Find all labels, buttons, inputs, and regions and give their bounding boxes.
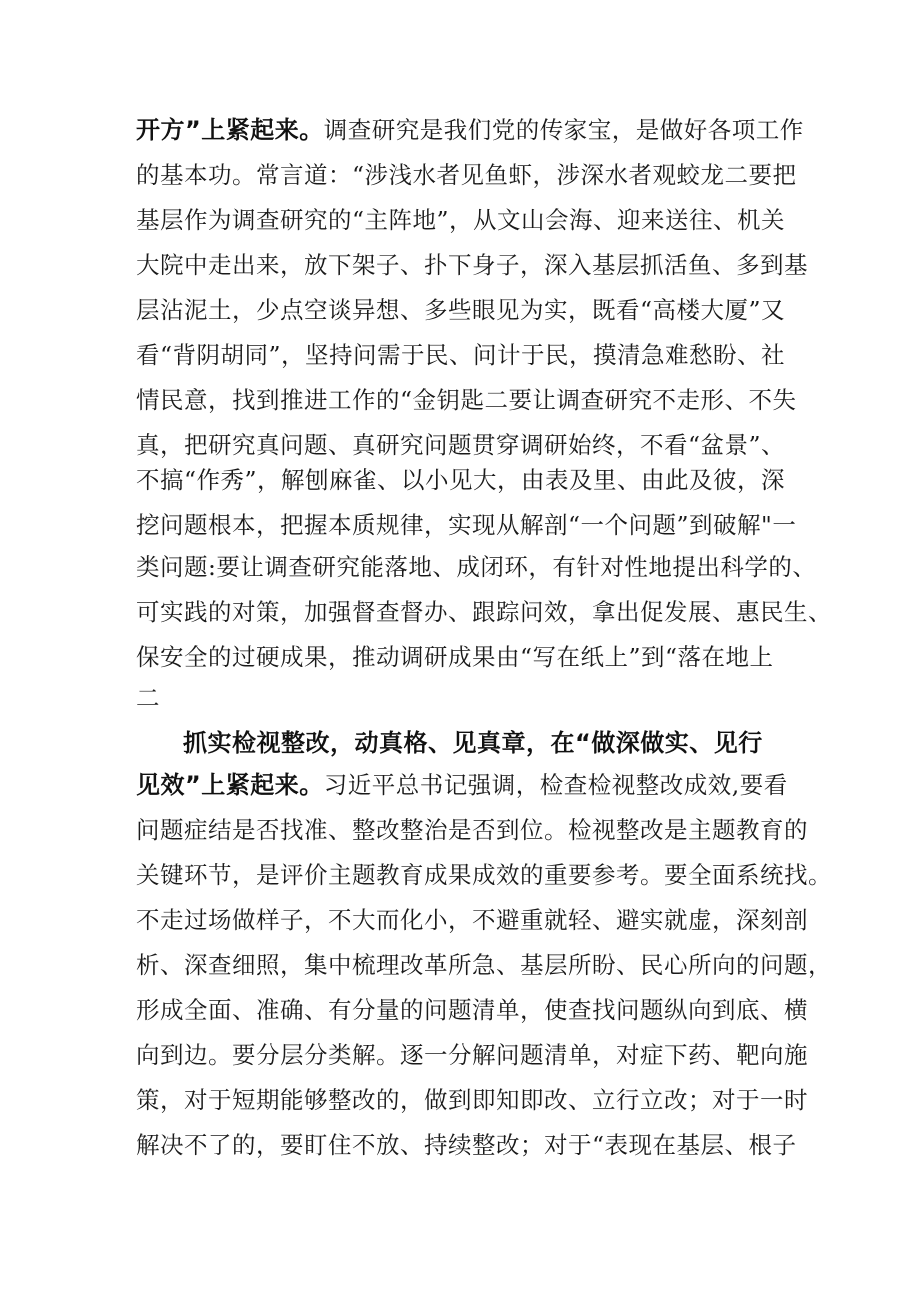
paragraph-1-line-4: 大院中走出来，放下架子、扑下身子，深入基层抓活鱼、多到基	[136, 251, 808, 279]
paragraph-1-line-5: 层沾泥土，少点空谈异想、多些眼见为实，既看“高楼大厦”又	[136, 296, 786, 324]
paragraph-1-line-11: 类问题:要让调查研究能落地、成闭环，有针对性地提出科学的、	[136, 553, 817, 581]
paragraph-1-line-12: 可实践的对策，加强督查督办、跟踪问效，拿出促发展、惠民生、	[136, 598, 832, 626]
paragraph-2-heading: 抓实检视整改，动真格、见真章，在“做深做实、见行	[183, 729, 763, 757]
paragraph-2-line-8: 向到边。要分层分类解。逐一分解问题清单，对症下药、靶向施	[136, 1041, 808, 1069]
paragraph-1-line-9: 不搞“作秀”，解刨麻雀、以小见大，由表及里、由此及彼，深	[136, 466, 786, 494]
paragraph-1-line-14: 二	[136, 684, 160, 712]
paragraph-1-line-2: 的基本功。常言道：“涉浅水者见鱼虾，涉深水者观蛟龙二要把	[136, 161, 797, 189]
paragraph-2-heading-tail: 见效”上紧起来。	[136, 771, 324, 799]
paragraph-2-line-7: 形成全面、准确、有分量的问题清单，使查找问题纵向到底、横	[136, 996, 808, 1024]
paragraph-2-line-2-text: 习近平总书记强调，检查检视整改成效,要看	[323, 771, 788, 799]
paragraph-2-line-6: 析、深查细照，集中梳理改革所急、基层所盼、民心所向的问题，	[136, 951, 832, 979]
paragraph-2-line-5: 不走过场做样子，不大而化小，不避重就轻、避实就虚，深刻剖	[136, 906, 808, 934]
paragraph-1-line-3: 基层作为调查研究的“主阵地”，从文山会海、迎来送往、机关	[136, 206, 786, 234]
paragraph-1-line-8: 真，把研究真问题、真研究问题贯穿调研始终，不看“盆景”、	[136, 431, 786, 459]
paragraph-1-line-13: 保安全的过硬成果，推动调研成果由“写在纸上”到“落在地上	[136, 643, 774, 671]
paragraph-2-line-2	[136, 767, 788, 803]
paragraph-1-line-1-text: 调查研究是我们党的传家宝，是做好各项工作	[323, 116, 804, 144]
paragraph-1-line-1	[136, 112, 804, 148]
paragraph-2-line-3: 问题症结是否找准、整改整治是否到位。检视整改是主题教育的	[136, 816, 808, 844]
paragraph-1-line-6: 看“背阴胡同”，坚持问需于民、问计于民，摸清急难愁盼、社	[136, 341, 786, 369]
paragraph-2-line-10: 解决不了的，要盯住不放、持续整改；对于“表现在基层、根子	[136, 1131, 797, 1159]
paragraph-2-line-4: 关键环节，是评价主题教育成果成效的重要参考。要全面系统找。	[136, 861, 832, 889]
paragraph-1-line-7: 情民意，找到推进工作的“金钥匙二要让调查研究不走形、不失	[136, 386, 797, 414]
paragraph-1-heading-tail: 开方”上紧起来。	[136, 116, 324, 144]
paragraph-2-line-9: 策，对于短期能够整改的，做到即知即改、立行立改；对于一时	[136, 1086, 808, 1114]
paragraph-1-line-10: 挖问题根本，把握本质规律，实现从解剖“一个问题”到破解"一	[136, 511, 797, 539]
